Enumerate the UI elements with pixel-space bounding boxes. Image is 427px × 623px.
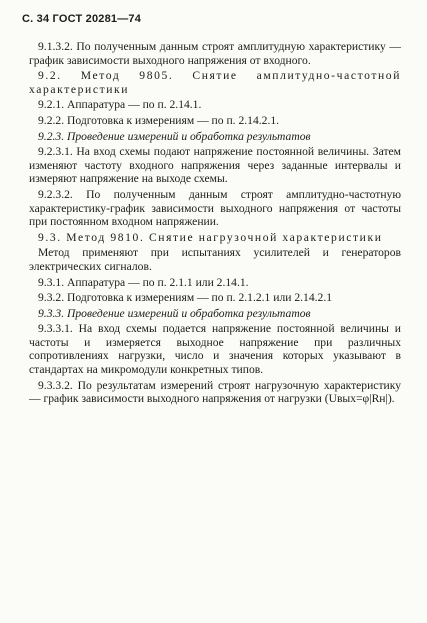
section-heading-9-3: 9.3. Метод 9810. Снятие нагрузочной характеристики bbox=[38, 230, 383, 244]
paragraph-9-2-1: 9.2.1. Аппаратура — по п. 2.14.1. bbox=[38, 98, 202, 112]
paragraph-9-3-2: 9.3.2. Подготовка к измерениям — по п. 2.1.2.1 или 2.14.2.1 bbox=[38, 291, 333, 305]
paragraph-9-3-3-1: 9.3.3.1. На вход схемы подается напряжение постоянной величины и частоты и измеряется выходное напряжение при различных сопротивлениях нагрузки, число и значения которых указывают в стандартах на микромодули конкретных типов. bbox=[29, 322, 401, 377]
paragraph-9-2-2: 9.2.2. Подготовка к измерениям — по п. 2.14.2.1. bbox=[38, 113, 280, 127]
page-header: С. 34 ГОСТ 20281—74 bbox=[22, 13, 142, 25]
paragraph-9-3-1: 9.3.1. Аппаратура — по п. 2.1.1 или 2.14.1. bbox=[38, 275, 249, 289]
paragraph-9-1-3-2: 9.1.3.2. По полученным данным строят амплитудную характеристику — график зависимости выходного напряжения от входного. bbox=[29, 40, 401, 67]
paragraph-9-2-3-1: 9.2.3.1. На вход схемы подают напряжение постоянной величины. Затем изменяют частоту входного напряжения через заданные интервалы и измеряют напряжение на выходе схемы. bbox=[29, 145, 401, 186]
document-body bbox=[29, 40, 401, 408]
paragraph-method-usage: Метод применяют при испытаниях усилителей и генераторов электрических сигналов. bbox=[29, 246, 401, 273]
paragraph-9-2-3-2: 9.2.3.2. По полученным данным строят амплитудно-частотную характеристику-график зависимости выходного напряжения от частоты при постоянном входном напряжении. bbox=[29, 187, 401, 229]
subheading-9-3-3: 9.3.3. Проведение измерений и обработка результатов bbox=[38, 306, 311, 320]
subheading-9-2-3: 9.2.3. Проведение измерений и обработка результатов bbox=[38, 129, 311, 143]
section-heading-9-2: 9.2. Метод 9805. Снятие амплитудно-частотной характеристики bbox=[29, 69, 401, 96]
paragraph-9-3-3-2: 9.3.3.2. По результатам измерений строят нагрузочную характеристику — график зависимости выходного напряжения от нагрузки (Uвых=φ|Rн|). bbox=[29, 378, 401, 406]
